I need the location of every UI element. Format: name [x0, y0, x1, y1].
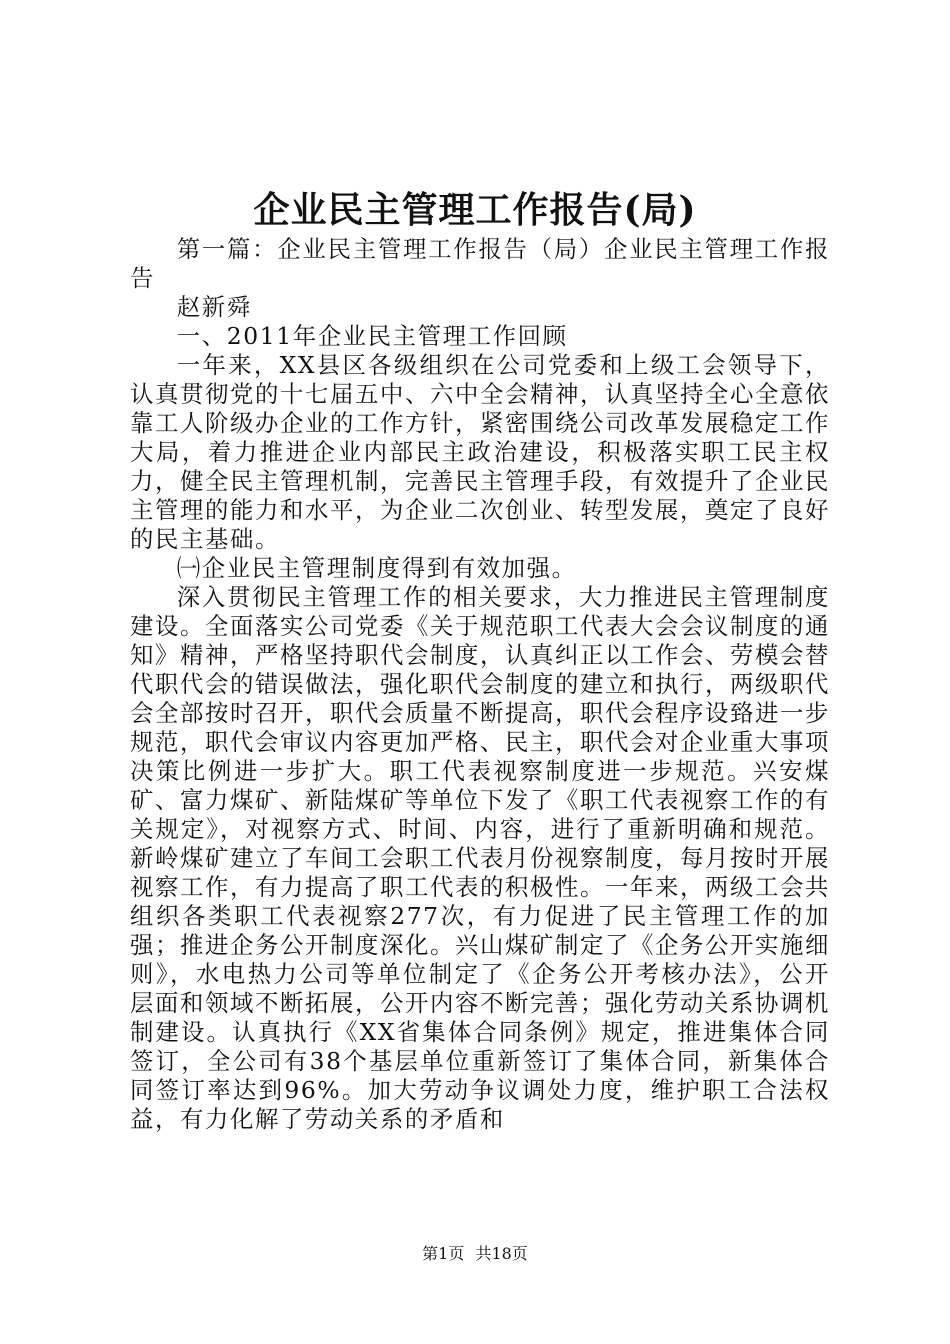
paragraph-author: 赵新舜: [176, 293, 252, 321]
paragraph-subheading: ㈠企业民主管理制度得到有效加强。: [176, 554, 577, 582]
document-body: [130, 235, 830, 1134]
page-footer: 第1页 共18页: [422, 1244, 528, 1263]
document-title: 企业民主管理工作报告(局): [253, 189, 697, 231]
paragraph-review: 一年来，XX县区各级组织在公司党委和上级工会领导下，认真贯彻党的十七届五中、六中全会精神，认真坚持全心全意依靠工人阶级办企业的工作方针，紧密围绕公司改革发展稳定工作大局，着力推进企业内部民主政治建设，积极落实职工民主权力，健全民主管理机制，完善民主管理手段，有效提升了企业民主管理的能力和水平，为企业二次创业、转型发展，奠定了良好的民主基础。: [130, 351, 830, 553]
paragraph-heading: 第一篇：企业民主管理工作报告（局）企业民主管理工作报告: [130, 235, 830, 292]
paragraph-details: 深入贯彻民主管理工作的相关要求，大力推进民主管理制度建设。全面落实公司党委《关于规范职工代表大会会议制度的通知》精神，严格坚持职代会制度，认真纠正以工作会、劳模会替代职代会的错误做法，强化职代会制度的建立和执行，两级职代会全部按时召开，职代会质量不断提高，职代会程序设臵进一步规范，职代会审议内容更加严格、民主，职代会对企业重大事项决策比例进一步扩大。职工代表视察制度进一步规范。兴安煤矿、富力煤矿、新陆煤矿等单位下发了《职工代表视察工作的有关规定》，对视察方式、时间、内容，进行了重新明确和规范。新岭煤矿建立了车间工会职工代表月份视察制度，每月按时开展视察工作，有力提高了职工代表的积极性。一年来，两级工会共组织各类职工代表视察277次，有力促进了民主管理工作的加强；推进企务公开制度深化。兴山煤矿制定了《企务公开实施细则》，水电热力公司等单位制定了《企务公开考核办法》，公开层面和领域不断拓展，公开内容不断完善；强化劳动关系协调机制建设。认真执行《XX省集体合同条例》规定，推进集体合同签订，全公司有38个基层单位重新签订了集体合同，新集体合同签订率达到96%。加大劳动争议调处力度，维护职工合法权益，有力化解了劳动关系的矛盾和: [130, 583, 830, 1133]
paragraph-section-heading: 一、2011年企业民主管理工作回顾: [176, 322, 568, 350]
